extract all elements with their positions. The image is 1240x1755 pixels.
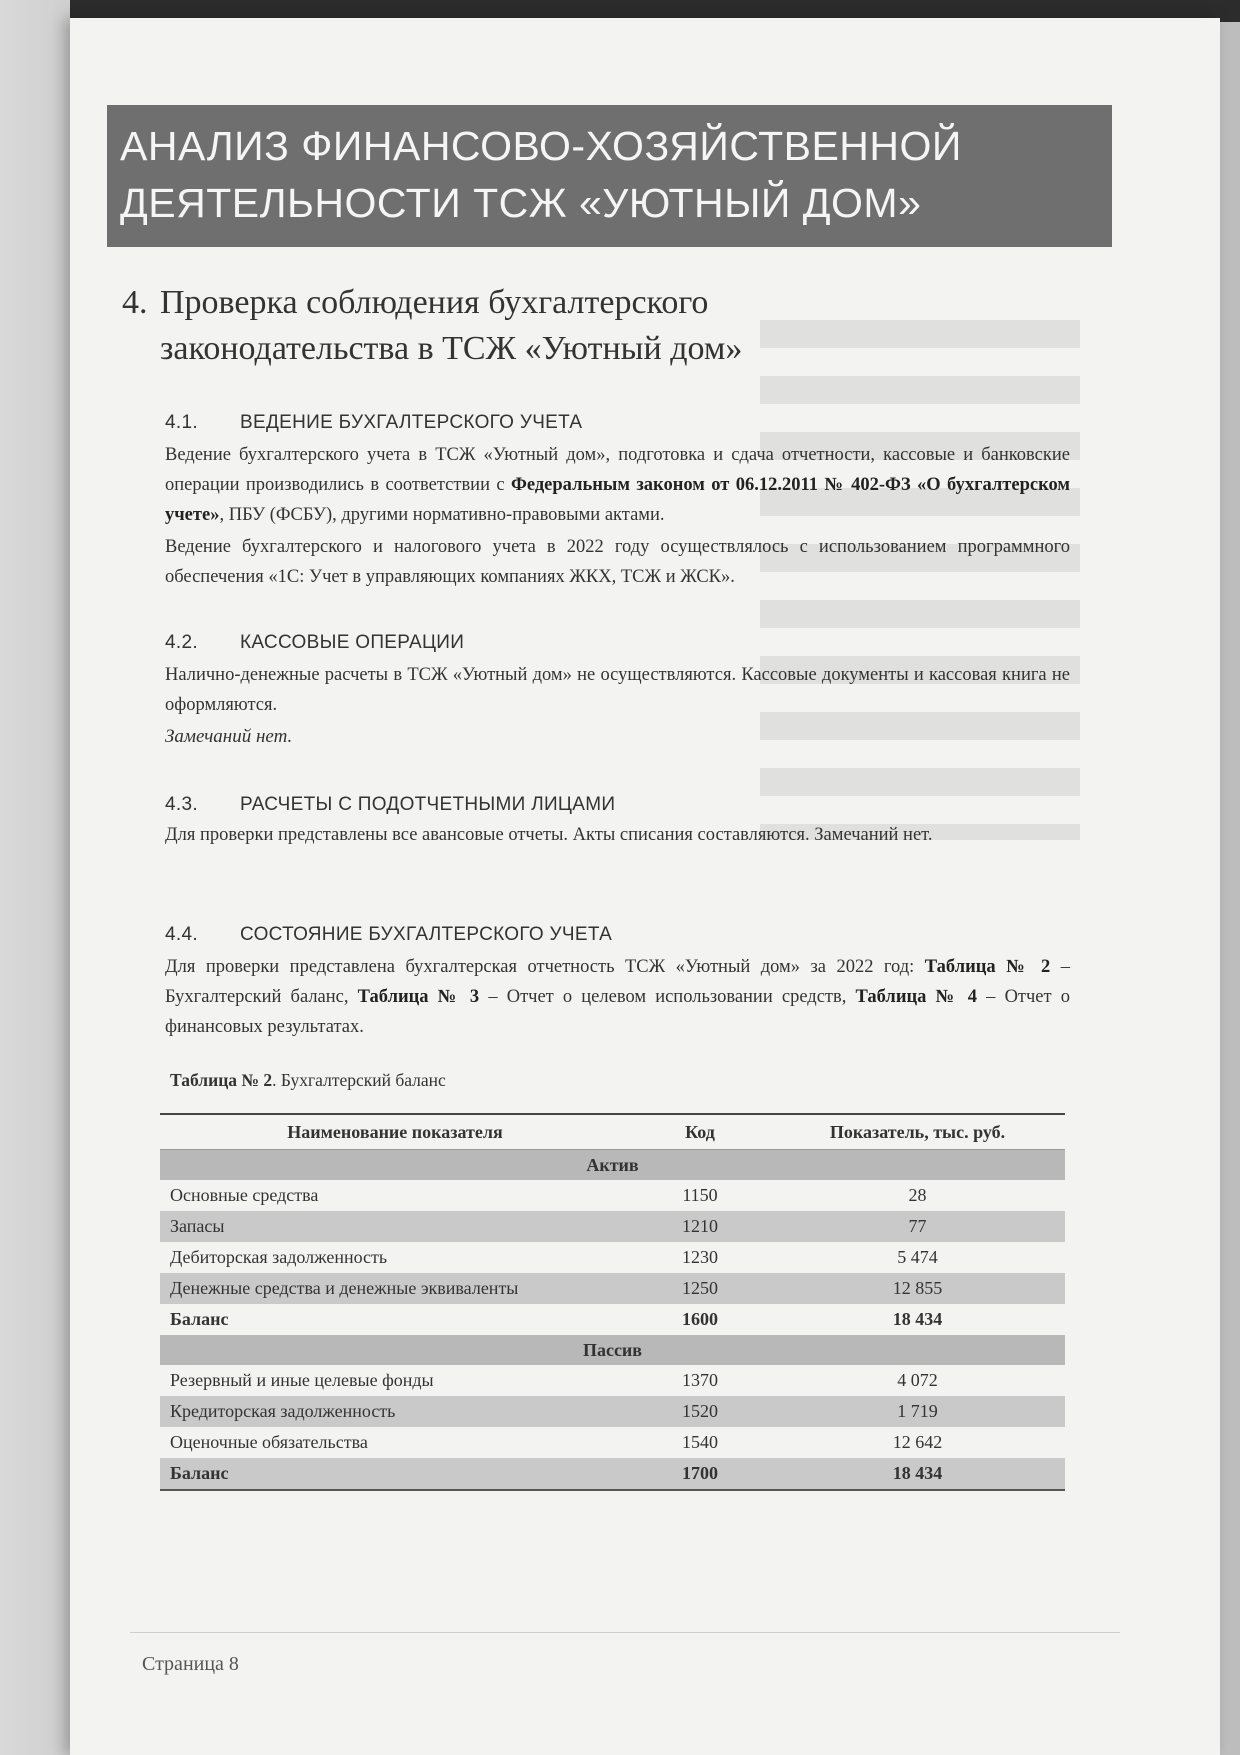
table-row xyxy=(160,1396,1065,1427)
subsection-title: РАСЧЕТЫ С ПОДОТЧЕТНЫМИ ЛИЦАМИ xyxy=(240,794,616,815)
subsection-title: СОСТОЯНИЕ БУХГАЛТЕРСКОГО УЧЕТА xyxy=(240,924,613,945)
row-name: Кредиторская задолженность xyxy=(160,1396,630,1427)
section-heading xyxy=(122,280,1022,372)
row-code: 1700 xyxy=(630,1458,770,1490)
table-ref-3: Таблица № 3 xyxy=(357,987,480,1007)
banner-title-line1: АНАЛИЗ ФИНАНСОВО-ХОЗЯЙСТВЕННОЙ xyxy=(120,123,962,169)
row-code: 1520 xyxy=(630,1396,770,1427)
paragraph-text: Ведение бухгалтерского учета в ТСЖ «Уютный дом», подготовка и сдача отчетности, кассовые и банковские операции производились в соответствии с xyxy=(165,445,1070,495)
row-name: Основные средства xyxy=(170,1185,319,1205)
row-code: 1210 xyxy=(630,1211,770,1242)
row-value: 28 xyxy=(908,1185,927,1205)
table-caption-text: . Бухгалтерский баланс xyxy=(272,1070,446,1090)
document-page xyxy=(70,18,1220,1755)
table-row xyxy=(160,1211,1065,1242)
row-code: 1230 xyxy=(682,1247,718,1267)
table-header-row xyxy=(160,1114,1065,1150)
section-label-active: Актив xyxy=(160,1150,1065,1181)
subsection-heading-4-3 xyxy=(165,794,615,816)
row-name: Баланс xyxy=(170,1309,229,1329)
row-code: 1370 xyxy=(682,1370,718,1390)
banner-title-line2: ДЕЯТЕЛЬНОСТИ ТСЖ «УЮТНЫЙ ДОМ» xyxy=(120,180,922,226)
subsection-heading-4-2 xyxy=(165,632,464,654)
row-name: Дебиторская задолженность xyxy=(170,1247,388,1267)
section-title-line2: законодательства в ТСЖ «Уютный дом» xyxy=(160,330,743,367)
section-number: 4. xyxy=(122,284,148,321)
table-caption xyxy=(170,1070,446,1091)
law-reference: Федеральным законом от 06.12.2011 № 402-ФЗ «О бухгалтерском учете» xyxy=(165,475,1071,525)
row-value: 12 855 xyxy=(770,1273,1065,1304)
row-code: 1150 xyxy=(682,1185,718,1205)
table-ref-2: Таблица № 2 xyxy=(924,957,1051,977)
banner-title xyxy=(120,118,1110,232)
paragraph-4-4-1 xyxy=(165,952,1070,1042)
row-value: 5 474 xyxy=(897,1247,938,1267)
row-name: Денежные средства и денежные эквиваленты xyxy=(160,1273,630,1304)
table-ref-4: Таблица № 4 xyxy=(855,987,978,1007)
row-value: 18 434 xyxy=(892,1309,943,1329)
table-total-row xyxy=(160,1304,1065,1335)
row-name: Запасы xyxy=(160,1211,630,1242)
subsection-number: 4.3. xyxy=(165,794,198,815)
table-total-row xyxy=(160,1458,1065,1490)
paragraph-text: – Отчет о целевом использовании средств, xyxy=(479,987,856,1007)
paragraph-4-1-2: Ведение бухгалтерского и налогового учета в 2022 году осуществлялось с использованием программного обеспечения «1С: Учет в управляющих компаниях ЖКХ, ТСЖ и ЖСК». xyxy=(165,537,1070,587)
header-code: Код xyxy=(630,1114,770,1150)
subsection-title: КАССОВЫЕ ОПЕРАЦИИ xyxy=(240,632,465,653)
table-row xyxy=(160,1427,1065,1458)
paragraph-4-2-1: Налично-денежные расчеты в ТСЖ «Уютный дом» не осуществляются. Кассовые документы и кассовая книга не оформляются. xyxy=(165,665,1070,715)
subsection-number: 4.2. xyxy=(165,632,198,653)
row-name: Баланс xyxy=(160,1458,630,1490)
row-value: 1 719 xyxy=(770,1396,1065,1427)
paragraph-text: – Отчет о финансовых результатах. xyxy=(165,987,1070,1037)
row-code: 1250 xyxy=(630,1273,770,1304)
row-value: 18 434 xyxy=(770,1458,1065,1490)
table-section-row xyxy=(160,1150,1065,1181)
footer-divider xyxy=(130,1632,1120,1633)
table-section-row xyxy=(160,1335,1065,1365)
header-value: Показатель, тыс. руб. xyxy=(770,1114,1065,1150)
remarks-note: Замечаний нет. xyxy=(165,726,293,747)
table-row xyxy=(160,1365,1065,1396)
row-code: 1600 xyxy=(682,1309,718,1329)
table-row xyxy=(160,1273,1065,1304)
table-row xyxy=(160,1180,1065,1211)
row-name: Резервный и иные целевые фонды xyxy=(170,1370,434,1390)
row-name: Оценочные обязательства xyxy=(170,1432,368,1452)
row-value: 4 072 xyxy=(897,1370,938,1390)
header-name: Наименование показателя xyxy=(160,1114,630,1150)
scan-left-margin xyxy=(0,0,70,1755)
paragraph-text: Для проверки представлена бухгалтерская отчетность ТСЖ «Уютный дом» за 2022 год: xyxy=(165,957,925,977)
row-value: 77 xyxy=(770,1211,1065,1242)
table-row xyxy=(160,1242,1065,1273)
subsection-heading-4-4 xyxy=(165,924,612,946)
subsection-title: ВЕДЕНИЕ БУХГАЛТЕРСКОГО УЧЕТА xyxy=(240,412,583,433)
row-value: 12 642 xyxy=(892,1432,943,1452)
balance-table xyxy=(160,1113,1065,1491)
paragraph-text: , ПБУ (ФСБУ), другими нормативно-правовыми актами. xyxy=(219,505,665,525)
subsection-number: 4.1. xyxy=(165,412,198,433)
paragraph-4-1-1 xyxy=(165,440,1070,530)
subsection-heading-4-1 xyxy=(165,412,582,434)
page-number: Страница 8 xyxy=(142,1653,239,1675)
paragraph-4-3-1: Для проверки представлены все авансовые отчеты. Акты списания составляются. Замечаний нет. xyxy=(165,825,933,845)
section-label-passive: Пассив xyxy=(160,1335,1065,1365)
paragraph-text: – Бухгалтерский баланс, xyxy=(165,957,1070,1007)
row-code: 1540 xyxy=(682,1432,718,1452)
section-title-line1: Проверка соблюдения бухгалтерского xyxy=(160,284,709,321)
subsection-number: 4.4. xyxy=(165,924,198,945)
table-caption-number: Таблица № 2 xyxy=(170,1070,273,1090)
